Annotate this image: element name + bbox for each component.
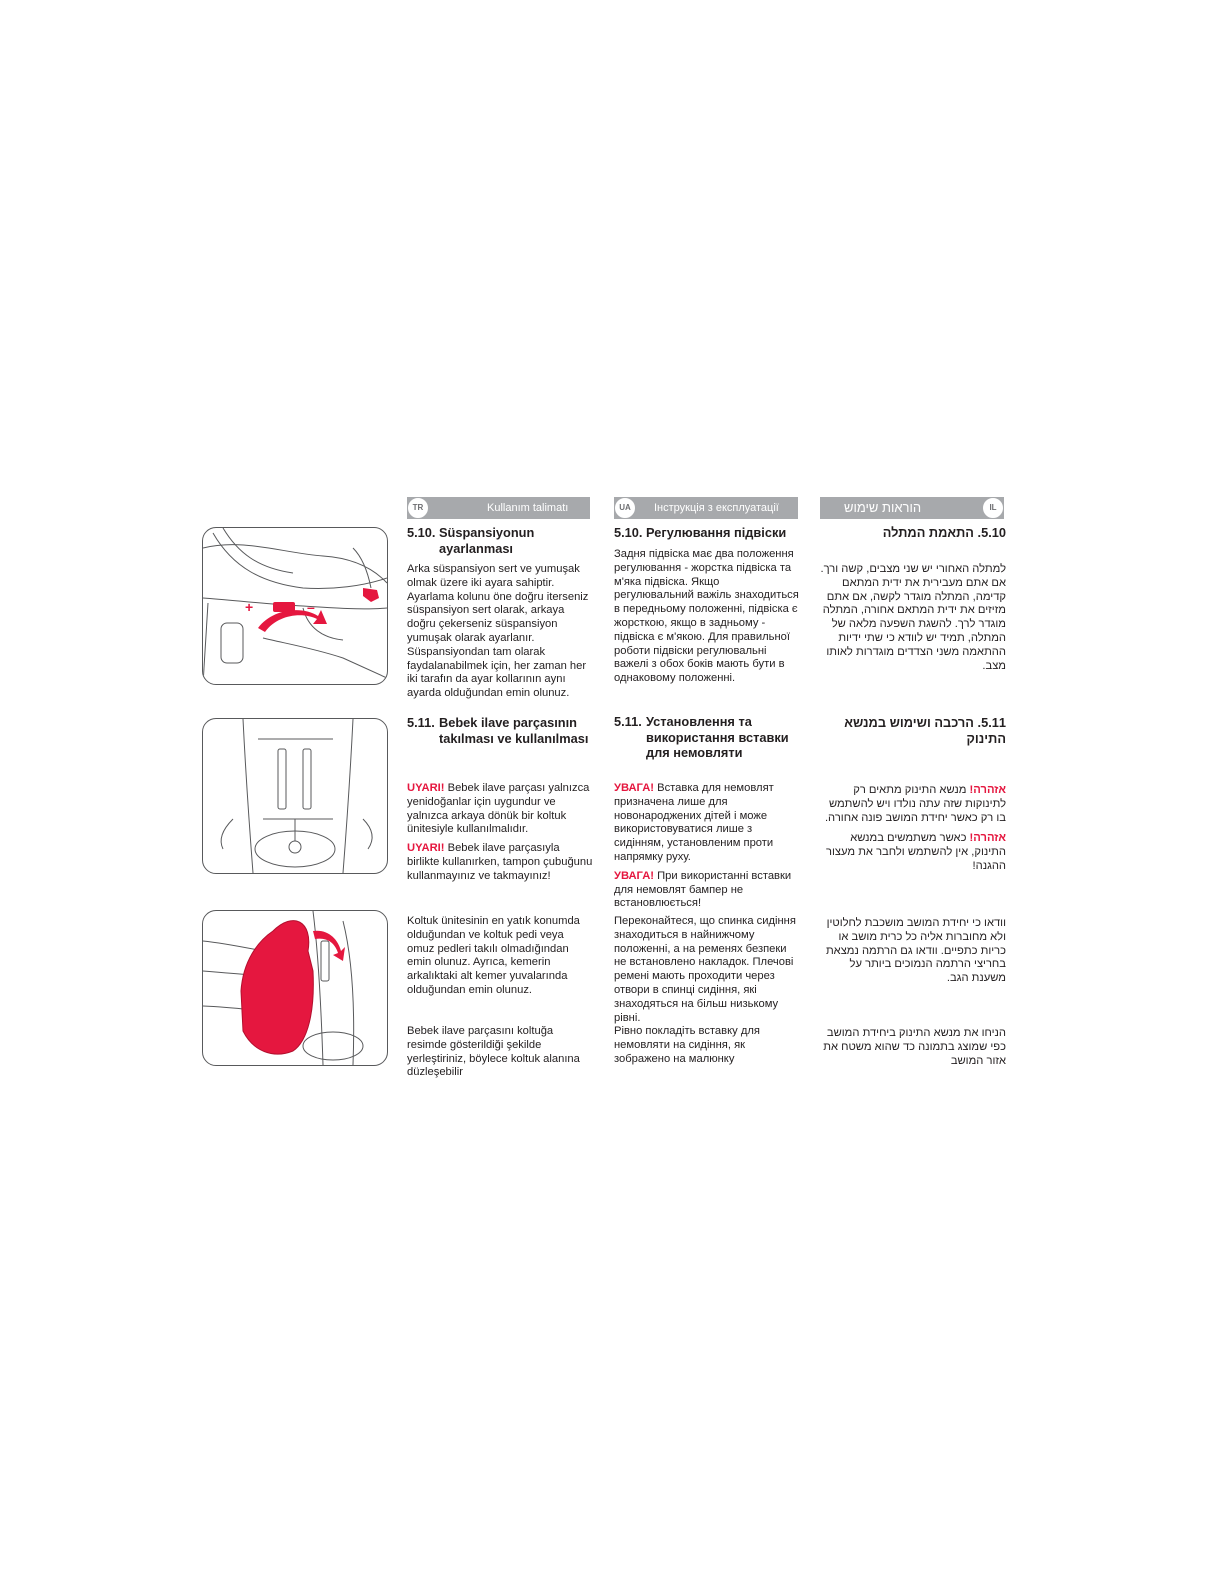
il-warning-label-1: אזהרה! xyxy=(969,784,1006,796)
il-paragraph-insert-placement: הניחו את מנשא התינוק ביחידת המושב כפי שמוצג בתמונה כד שהוא משטח את אזור המושב xyxy=(823,1027,1006,1067)
tr-warning-2-text: Bebek ilave parçasıyla birlikte kullanırken, tampon çubuğunu kullanmayınız ve takmayınız! xyxy=(407,842,593,882)
il-warning-label-2: אזהרה! xyxy=(969,832,1006,845)
ua-text-5-10 xyxy=(614,548,800,686)
tr-warning-label-1: UYARI! xyxy=(407,782,445,794)
tr-heading-5-10-num: 5.10. xyxy=(407,525,436,540)
il-paragraph-suspension: למתלה האחורי יש שני מצבים, קשה ורך. אם אתם מעבירית את ידית המתאם קדימה, המתלה מוגדר לקשה, אם אתם מזיזים את ידית המתאם אחורה, המתלה מוגדר לרך. להשגת השפעה מלאה של המתלה, תמיד יש לוודא כי שתי ידיות ההתאמה משני הצדדים מוגדרות לאותו מצב. xyxy=(820,563,1006,672)
svg-text:+: + xyxy=(245,599,254,615)
tr-text-5-11-p1 xyxy=(407,915,593,998)
ua-heading-5-11 xyxy=(614,714,804,761)
header-ua-label: Інструкція з експлуатації xyxy=(654,502,779,514)
il-warnings xyxy=(820,784,1006,874)
ua-text-5-11-p1 xyxy=(614,915,800,1025)
ua-warnings xyxy=(614,782,800,911)
seat-harness-drawing xyxy=(203,719,387,873)
il-warning-2 xyxy=(820,832,1006,873)
tr-text-5-11-p2 xyxy=(407,1025,593,1080)
il-heading-5-10-num: 5.10 xyxy=(981,525,1006,540)
il-heading-5-11: 5.11. הרכבה ושימוש במנשא התינוק xyxy=(844,715,1006,746)
ua-heading-5-10-title: Регулювання підвіски xyxy=(646,525,787,540)
seat-unit-harness-illustration xyxy=(202,718,388,874)
language-badge-il: IL xyxy=(982,497,1004,519)
ua-warning-2-text: При використанні вставки для немовлят бампер не встановлюється! xyxy=(614,869,792,910)
il-heading-5-10-title: התאמת המתלה xyxy=(882,525,974,540)
tr-heading-5-11-title: Bebek ilave parçasının takılması ve kullanılması xyxy=(439,715,589,746)
header-tr xyxy=(407,497,590,519)
ua-heading-5-10-num: 5.10. xyxy=(614,525,643,540)
tr-warning-1-text: Bebek ilave parçası yalnızca yenidoğanlar için uygundur ve yalnızca arkaya dönük bir koltuk ünitesiyle kullanılmalıdır. xyxy=(407,782,590,836)
header-ua xyxy=(614,497,798,519)
ua-paragraph-seat-position: Переконайтеся, що спинка сидіння знаходиться в найнижчому положенні, а на ременях безпеки не встановлено накладок. Плечові ремені мають проходити через отвори в спинці сидіння, які знаходяться на більш низькому рівні. xyxy=(614,915,796,1024)
il-warning-1-text: מנשא התינוק מתאים רק לתינוקות שזה עתה נולדו ויש להשתמש בו רק כאשר יחידת המושב פונה אחורה. xyxy=(824,784,1006,824)
il-text-5-11-p2 xyxy=(820,1027,1006,1068)
tr-heading-5-10 xyxy=(407,525,592,556)
language-badge-ua: UA xyxy=(614,497,636,519)
svg-text:–: – xyxy=(307,599,315,615)
ua-heading-5-10 xyxy=(614,525,804,541)
il-text-5-10 xyxy=(820,563,1006,673)
il-heading-5-10: 5.10. התאמת המתלה xyxy=(882,525,1006,540)
il-heading-5-11-num: 5.11 xyxy=(981,715,1006,730)
ua-warning-2 xyxy=(614,870,800,911)
infant-insert-drawing xyxy=(203,911,387,1065)
tr-heading-5-10-title: Süspansiyonun ayarlanması xyxy=(439,525,535,556)
tr-heading-5-11 xyxy=(407,715,597,746)
il-paragraph-seat-position: וודאו כי יחידת המושב מושכבת לחלוטין ולא מחוברות אליה כל כרית מושב או כריות כתפיים. וודאו גם הרתמה נמצאת בחריצי הרתמה הנמוכים ביותר על משענת הגב. xyxy=(825,917,1006,985)
tr-warning-2 xyxy=(407,842,593,883)
tr-paragraph-insert-placement: Bebek ilave parçasını koltuğa resimde gösterildiği şekilde yerleştiriniz, böylece koltuk alanına düzleşebilir xyxy=(407,1025,580,1079)
ua-paragraph-insert-placement: Рівно покладіть вставку для немовляти на сидіння, як зображено на малюнку xyxy=(614,1025,760,1065)
ua-warning-1 xyxy=(614,782,800,865)
tr-text-5-10 xyxy=(407,563,593,701)
il-text-5-11-p1 xyxy=(820,917,1006,986)
suspension-drawing xyxy=(203,528,387,684)
ua-heading-5-11-num: 5.11. xyxy=(614,714,642,729)
infant-insert-placement-illustration xyxy=(202,910,388,1066)
tr-warnings xyxy=(407,782,593,884)
tr-heading-5-11-num: 5.11. xyxy=(407,715,435,730)
tr-paragraph-seat-position: Koltuk ünitesinin en yatık konumda olduğundan ve koltuk pedi veya omuz pedleri takılı olmadığından emin olunuz. Ayrıca, kemerin arkalıktaki alt kemer yuvalarında olduğundan emin olunuz. xyxy=(407,915,580,996)
il-heading-5-11-title: הרכבה ושימוש במנשא התינוק xyxy=(844,715,1006,746)
ua-warning-1-text: Вставка для немовлят призначена лише для новонароджених дітей і може використовуватися лише з сидінням, установленим проти напрямку руху. xyxy=(614,782,774,863)
il-warning-1 xyxy=(820,784,1006,825)
ua-text-5-11-p2 xyxy=(614,1025,800,1066)
tr-paragraph-suspension: Arka süspansiyon sert ve yumuşak olmak üzere iki ayara sahiptir. Ayarlama kolunu öne doğru iterseniz süspansiyon sert olarak, arkaya doğru çekerseniz süspansiyon yumuşak olarak ayarlanır. Süspansiyondan tam olarak faydalanabilmek için, her zaman her iki tarafın da ayar kollarının aynı ayarda olduğundan emin olunuz. xyxy=(407,563,589,700)
header-il-label: הוראות שימוש xyxy=(844,500,922,515)
language-badge-tr: TR xyxy=(407,497,429,519)
ua-warning-label-2: УВАГА! xyxy=(614,869,655,882)
ua-warning-label-1: УВАГА! xyxy=(614,782,655,794)
suspension-adjustment-illustration xyxy=(202,527,388,685)
il-warning-2-text: כאשר משתמשים במנשא התינוק, אין להשתמש ולחבר את מעצור ההגנה! xyxy=(826,832,1006,872)
ua-paragraph-suspension: Задня підвіска має два положення регулювання - жорстка підвіска та м'яка підвіска. Якщо регулювальний важіль знаходиться в передньому положенні, підвіска є жорсткою, якщо в задньому - підвіска є м'якою. Для правильної роботи підвіски регулювальні важелі з обох боків мають бути в однаковому положенні. xyxy=(614,548,799,685)
tr-warning-1 xyxy=(407,782,593,837)
tr-warning-label-2: UYARI! xyxy=(407,842,445,855)
ua-heading-5-11-title: Установлення та використання вставки для немовляти xyxy=(646,714,789,760)
header-il xyxy=(820,497,1004,519)
header-tr-label: Kullanım talimatı xyxy=(487,502,569,514)
